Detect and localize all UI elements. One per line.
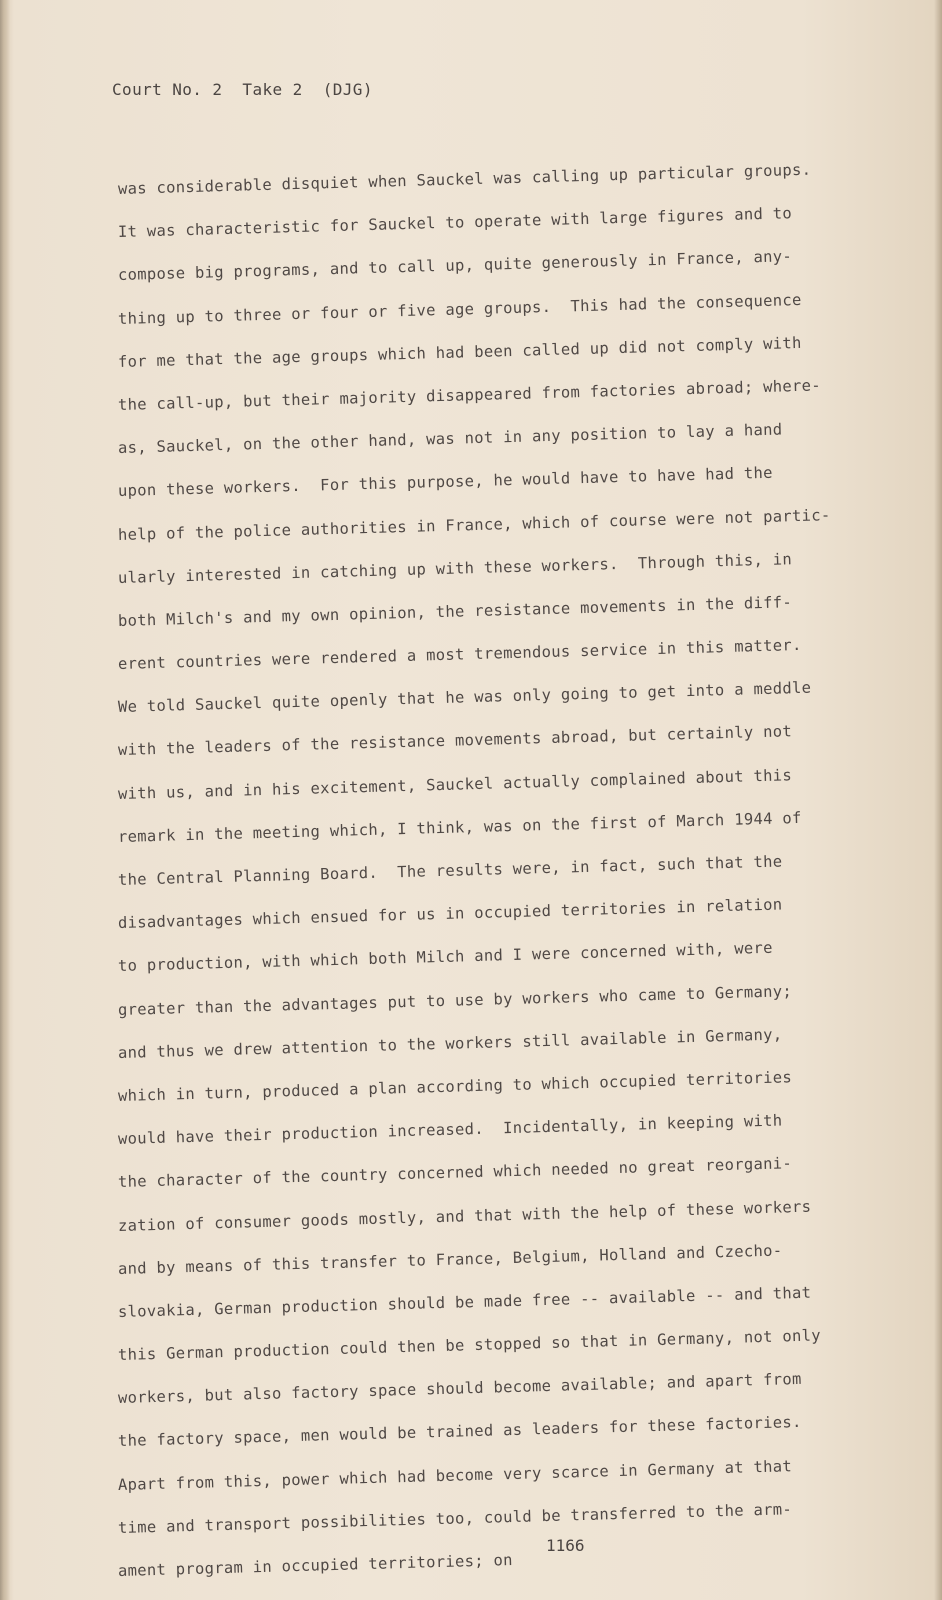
text-line: erent countries were rendered a most tremendous service in this matter. bbox=[117, 635, 802, 674]
text-line: for me that the age groups which had been called up did not comply with bbox=[117, 333, 802, 371]
text-line: the call-up, but their majority disappeared from factories abroad; where- bbox=[117, 376, 822, 414]
text-line: remark in the meeting which, I think, was on the first of March 1944 of bbox=[117, 808, 802, 846]
text-line: greater than the advantages put to use by workers who came to Germany; bbox=[117, 981, 793, 1019]
text-line: Apart from this, power which had become very scarce in Germany at that bbox=[117, 1456, 793, 1494]
text-line: upon these workers. For this purpose, he would have to have had the bbox=[117, 464, 773, 501]
text-line: the Central Planning Board. The results were, in fact, such that the bbox=[117, 852, 783, 889]
text-line: the factory space, men would be trained as leaders for these factories. bbox=[117, 1413, 802, 1451]
text-line: zation of consumer goods mostly, and that with the help of these workers bbox=[117, 1197, 812, 1235]
text-line: this German production could then be stopped so that in Germany, not only bbox=[117, 1326, 822, 1365]
text-line: with the leaders of the resistance movements abroad, but certainly not bbox=[117, 722, 793, 760]
text-line: with us, and in his excitement, Sauckel actually complained about this bbox=[117, 765, 793, 803]
text-line: compose big programs, and to call up, quite generously in France, any- bbox=[117, 247, 793, 285]
text-line: the character of the country concerned which needed no great reorgani- bbox=[117, 1154, 793, 1192]
text-line: time and transport possibilities too, could be transferred to the arm- bbox=[117, 1499, 793, 1537]
paper-right-edge bbox=[934, 0, 942, 1600]
page-number: 1166 bbox=[546, 1536, 585, 1555]
text-line: both Milch's and my own opinion, the resistance movements in the diff- bbox=[117, 593, 793, 630]
text-line: ament program in occupied territories; on bbox=[117, 1550, 513, 1580]
text-line: It was characteristic for Sauckel to operate with large figures and to bbox=[117, 204, 793, 242]
text-line: and by means of this transfer to France, Belgium, Holland and Czecho- bbox=[117, 1241, 783, 1278]
text-line: to production, with which both Milch and I were concerned with, were bbox=[117, 939, 773, 976]
paper-left-edge bbox=[0, 0, 10, 1600]
text-line: We told Sauckel quite openly that he was only going to get into a meddle bbox=[117, 678, 812, 717]
text-line: and thus we drew attention to the workers still available in Germany, bbox=[117, 1025, 783, 1062]
text-line: ularly interested in catching up with these workers. Through this, in bbox=[117, 549, 793, 587]
text-line: as, Sauckel, on the other hand, was not in any position to lay a hand bbox=[117, 420, 783, 458]
text-line: was considerable disquiet when Sauckel was calling up particular groups. bbox=[117, 160, 812, 198]
text-line: slovakia, German production should be made free -- available -- and that bbox=[117, 1283, 812, 1321]
transcript-body bbox=[117, 160, 918, 1593]
text-line: thing up to three or four or five age groups. This had the consequence bbox=[117, 290, 802, 328]
page-header: Court No. 2 Take 2 (DJG) bbox=[112, 80, 373, 99]
text-line: which in turn, produced a plan according to which occupied territories bbox=[117, 1068, 793, 1105]
text-line: workers, but also factory space should become available; and apart from bbox=[117, 1370, 802, 1408]
text-line: disadvantages which ensued for us in occupied territories in relation bbox=[117, 895, 783, 933]
text-line: help of the police authorities in France, which of course were not partic- bbox=[117, 505, 831, 544]
text-line: would have their production increased. Incidentally, in keeping with bbox=[117, 1111, 783, 1149]
